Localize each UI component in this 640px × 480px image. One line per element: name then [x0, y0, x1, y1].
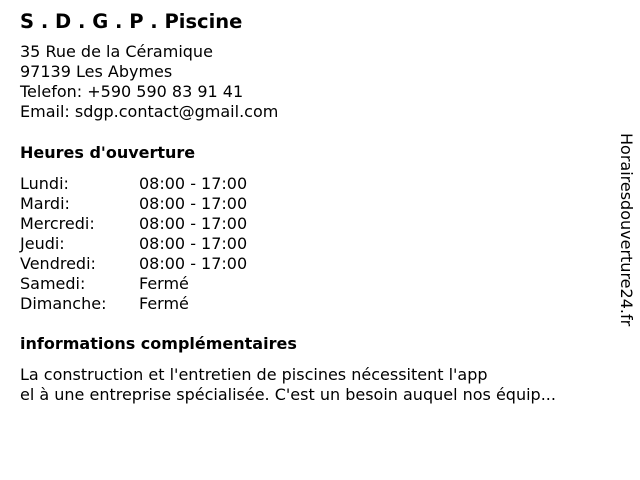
hours-time: 08:00 - 17:00 [139, 174, 248, 193]
hours-time: 08:00 - 17:00 [139, 194, 248, 213]
description-line: La construction et l'entretien de piscines nécessitent l'app [20, 365, 488, 384]
hours-day: Jeudi: [20, 234, 65, 253]
address-line-1: 35 Rue de la Céramique [20, 42, 213, 61]
hours-day: Dimanche: [20, 294, 107, 313]
hours-time: 08:00 - 17:00 [139, 214, 248, 233]
hours-day: Vendredi: [20, 254, 96, 273]
address-line-2: 97139 Les Abymes [20, 62, 173, 81]
additional-info-heading: informations complémentaires [20, 334, 297, 353]
hours-row-thursday [20, 234, 610, 254]
hours-row-friday [20, 254, 610, 274]
hours-time: Fermé [139, 274, 189, 293]
hours-row-tuesday [20, 194, 610, 214]
hours-row-monday [20, 174, 610, 194]
hours-day: Mardi: [20, 194, 70, 213]
hours-day: Lundi: [20, 174, 69, 193]
hours-row-wednesday [20, 214, 610, 234]
business-description [20, 365, 610, 405]
site-watermark: Horairesdouverture24.fr [617, 133, 636, 327]
hours-day: Mercredi: [20, 214, 95, 233]
hours-time: 08:00 - 17:00 [139, 234, 248, 253]
business-name: S . D . G . P . Piscine [20, 10, 243, 33]
description-line: el à une entreprise spécialisée. C'est un besoin auquel nos équip... [20, 385, 556, 404]
hours-row-sunday [20, 294, 610, 314]
business-card [20, 10, 610, 405]
hours-day: Samedi: [20, 274, 86, 293]
phone-number: Telefon: +590 590 83 91 41 [20, 82, 244, 101]
opening-hours-table [20, 174, 610, 314]
email-address: Email: sdgp.contact@gmail.com [20, 102, 279, 121]
hours-time: 08:00 - 17:00 [139, 254, 248, 273]
hours-time: Fermé [139, 294, 189, 313]
hours-row-saturday [20, 274, 610, 294]
opening-hours-heading: Heures d'ouverture [20, 143, 196, 162]
